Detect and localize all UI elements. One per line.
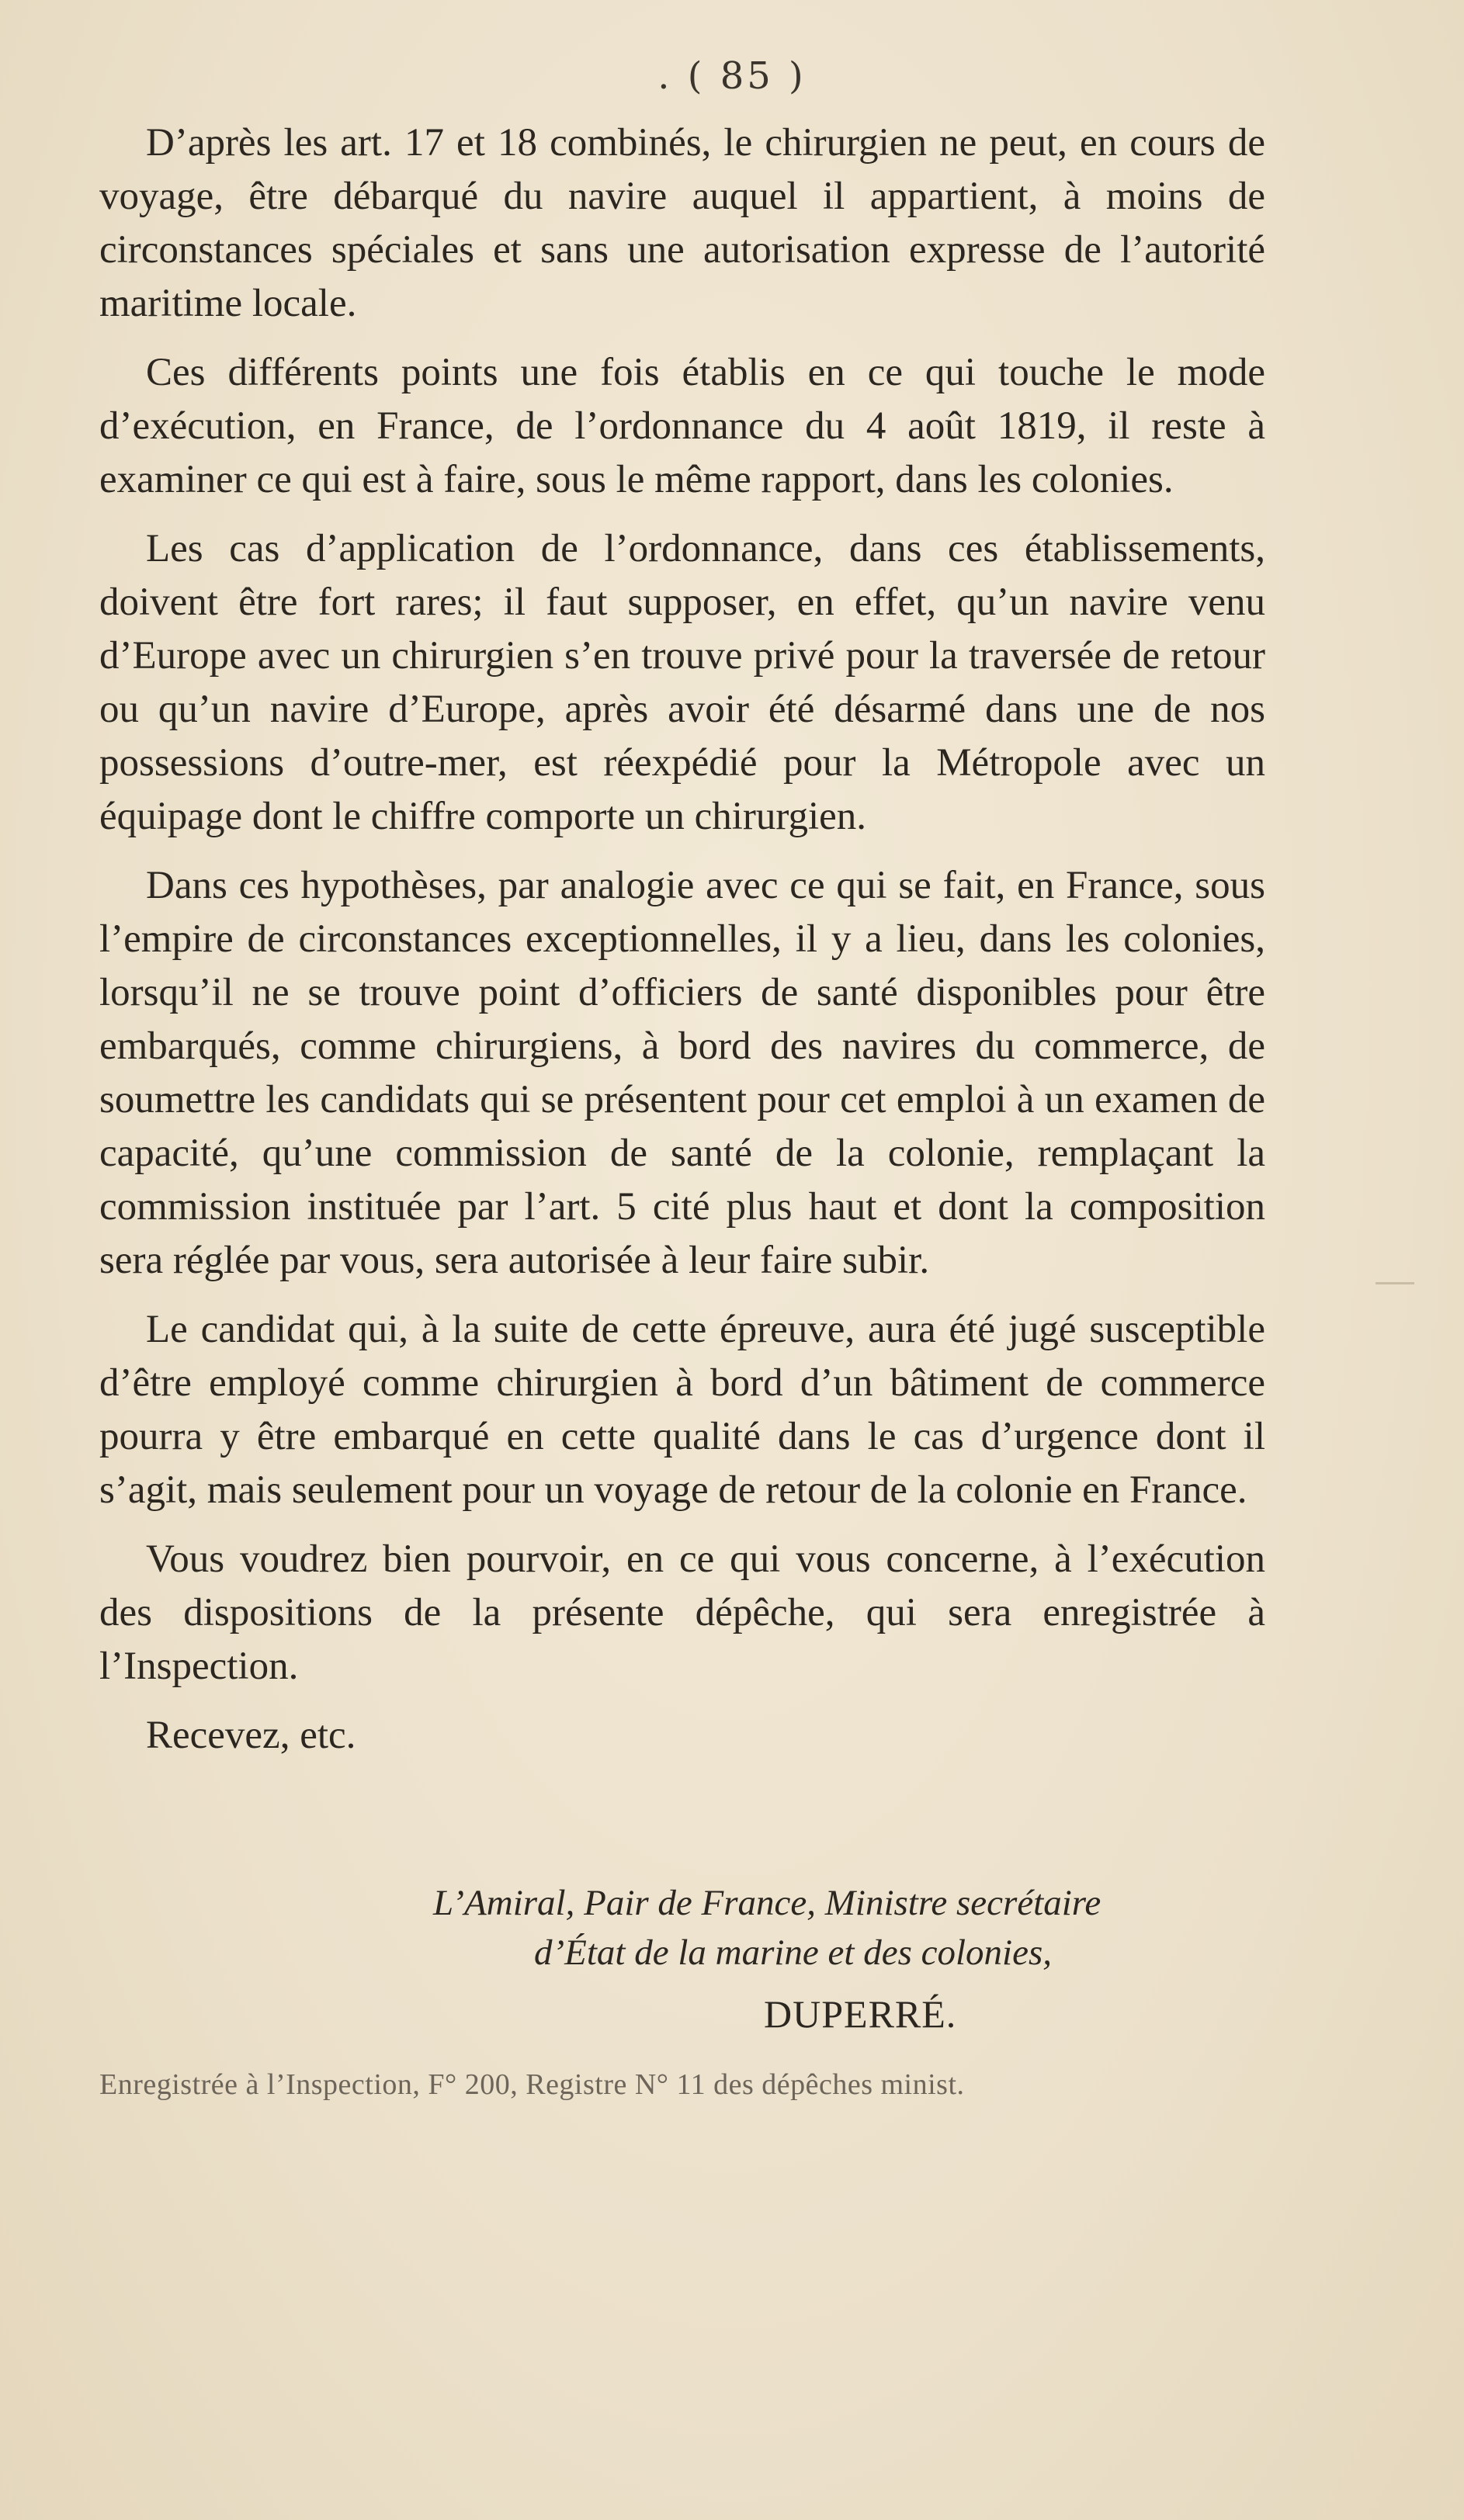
paragraph-6: Vous voudrez bien pourvoir, en ce qui vous concerne, à l’exécution des dispositions de la présente dépêche, qui sera enregistrée à l’Inspection.	[99, 1537, 1265, 1688]
margin-mark	[1376, 1282, 1414, 1284]
closing-formula: Recevez, etc.	[146, 1714, 356, 1757]
body-text	[99, 116, 1265, 1778]
paragraph-1: D’après les art. 17 et 18 combinés, le chirurgien ne peut, en cours de voyage, être débarqué du navire auquel il appartient, à moins de circonstances spéciales et sans une autorisation expresse de l’autorité maritime locale.	[99, 121, 1265, 325]
paragraph-3: Les cas d’application de l’ordonnance, dans ces établissements, doivent être fort rares; il faut supposer, en effet, qu’un navire venu d’Europe avec un chirurgien s’en trouve privé pour la traversée de retour ou qu’un navire d’Europe, après avoir été désarmé dans une de nos possessions d’outre-mer, est réexpédié pour la Métropole avec un équipage dont le chiffre comporte un chirurgien.	[99, 527, 1265, 838]
paragraph-5: Le candidat qui, à la suite de cette épreuve, aura été jugé susceptible d’être employé comme chirurgien à bord d’un bâtiment de commerce pourra y être embarqué en cette qualité dans le cas d’urgence dont il s’agit, mais seulement pour un voyage de retour de la colonie en France.	[99, 1308, 1265, 1512]
paragraph-2: Ces différents points une fois établis en ce qui touche le mode d’exécution, en France, de l’ordonnance du 4 août 1819, il reste à examiner ce qui est à faire, sous le même rapport, dans les colonies.	[99, 351, 1265, 501]
registration-note: Enregistrée à l’Inspection, F° 200, Registre N° 11 des dépêches minist.	[99, 2068, 965, 2101]
signature-title-line-2: d’État de la marine et des colonies,	[534, 1932, 1052, 1973]
page-number: . ( 85 )	[657, 54, 807, 98]
signatory-name: DUPERRÉ.	[764, 1992, 957, 2036]
signature-title-line-1: L’Amiral, Pair de France, Ministre secrétaire	[433, 1883, 1101, 1923]
signature-block	[99, 1880, 1265, 2041]
paragraph-4: Dans ces hypothèses, par analogie avec ce qui se fait, en France, sous l’empire de circonstances exceptionnelles, il y a lieu, dans les colonies, lorsqu’il ne se trouve point d’officiers de santé disponibles pour être embarqués, comme chirurgiens, à bord des navires du commerce, de soumettre les candidats qui se présentent pour cet emploi à un examen de capacité, qu’une commission de santé de la colonie, remplaçant la commission instituée par l’art. 5 cité plus haut et dont la composition sera réglée par vous, sera autorisée à leur faire subir.	[99, 864, 1265, 1282]
